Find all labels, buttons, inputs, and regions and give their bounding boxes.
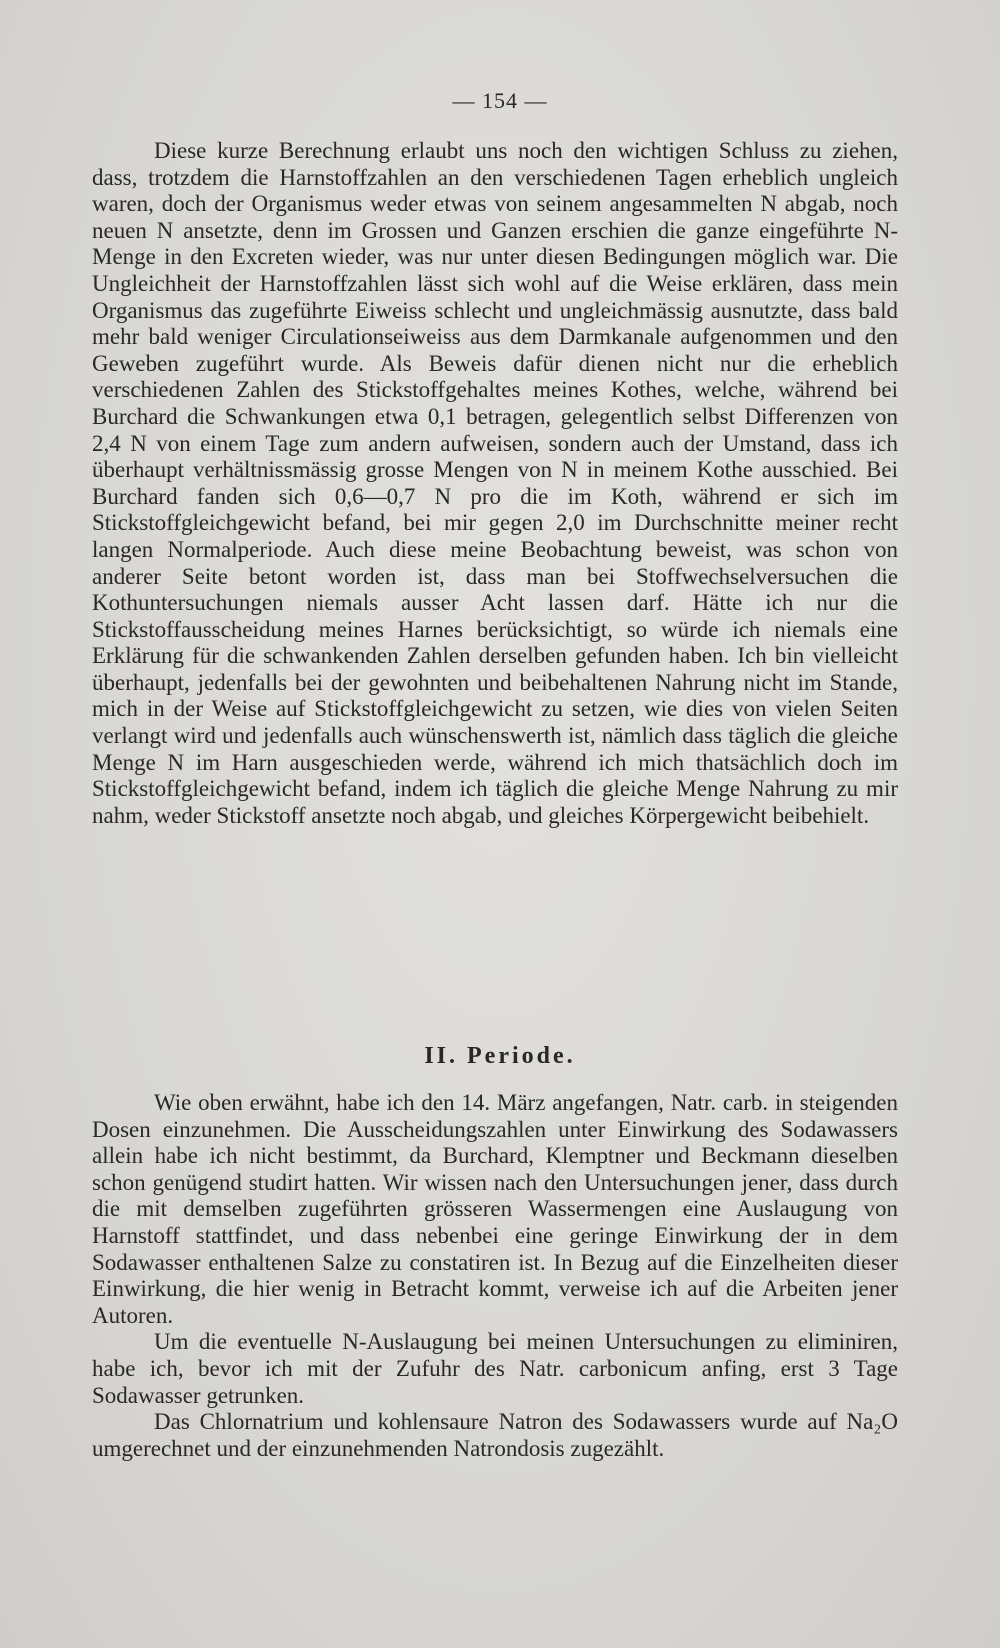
section-2 <box>92 1090 898 1462</box>
page-number: — 154 — <box>452 88 548 113</box>
section-heading: II. Periode. <box>424 1043 576 1069</box>
paragraph: Diese kurze Berechnung erlaubt uns noch den wichtigen Schluss zu ziehen, dass, trotzdem die Harnstoffzahlen an den verschiedenen Tagen erheblich ungleich waren, doch der Organismus weder etwas von seinem angesammelten N abgab, noch neuen N ansetzte, denn im Grossen und Ganzen erschien die ganze eingeführte N-Menge in den Excreten wieder, was nur unter diesen Bedingungen möglich war. Die Ungleichheit der Harnstoffzahlen lässt sich wohl auf die Weise erklären, dass mein Organismus das zugeführte Eiweiss schlecht und ungleichmässig ausnutzte, dass bald mehr bald weniger Circulationseiweiss aus dem Darmkanale aufgenommen und den Geweben zugeführt wurde. Als Beweis dafür dienen nicht nur die erheblich verschiedenen Zahlen des Stickstoffgehaltes meines Kothes, welche, während bei Burchard die Schwankungen etwa 0,1 betragen, gelegentlich selbst Differenzen von 2,4 N von einem Tage zum andern aufweisen, sondern auch der Umstand, dass ich überhaupt verhältnissmässig grosse Mengen von N in meinem Kothe ausschied. Bei Burchard fanden sich 0,6—0,7 N pro die im Koth, während er sich im Stickstoffgleichgewicht befand, bei mir gegen 2,0 im Durchschnitte meiner recht langen Normalperiode. Auch diese meine Beobachtung beweist, was schon von anderer Seite betont worden ist, dass man bei Stoffwechselversuchen die Kothuntersuchungen niemals ausser Acht lassen darf. Hätte ich nur die Stickstoffausscheidung meines Harnes berücksichtigt, so würde ich niemals eine Erklärung für die schwankenden Zahlen derselben gefunden haben. Ich bin vielleicht überhaupt, jedenfalls bei der gewohnten und beibehaltenen Nahrung nicht im Stande, mich in der Weise auf Stickstoffgleichgewicht zu setzen, wie dies von vielen Seiten verlangt wird und jedenfalls auch wünschenswerth ist, nämlich dass täglich die gleiche Menge N im Harn ausgeschieden werde, während ich mich thatsächlich doch im Stickstoffgleichgewicht befand, indem ich täglich die gleiche Menge Nahrung zu mir nahm, weder Stickstoff ansetzte noch abgab, und gleiches Körpergewicht beibehielt. <box>92 138 898 828</box>
section-1 <box>92 138 898 829</box>
paragraph: Um die eventuelle N-Auslaugung bei meinen Untersuchungen zu eliminiren, habe ich, bevor ich mit der Zufuhr des Natr. carbonicum anfing, erst 3 Tage Sodawasser getrunken. <box>92 1329 898 1408</box>
paragraph: Das Chlornatrium und kohlensaure Natron des Sodawassers wurde auf Na₂O umgerechnet und der einzunehmenden Natrondosis zugezählt. <box>92 1409 898 1461</box>
paragraph: Wie oben erwähnt, habe ich den 14. März angefangen, Natr. carb. in steigenden Dosen einzunehmen. Die Ausscheidungszahlen unter Einwirkung des Sodawassers allein habe ich nicht bestimmt, da Burchard, Klemptner und Beckmann dieselben schon genügend studirt hatten. Wir wissen nach den Untersuchungen jener, dass durch die mit demselben zugeführten grösseren Wassermengen eine Auslaugung von Harnstoff stattfindet, und dass nebenbei eine geringe Einwirkung der in dem Sodawasser enthaltenen Salze zu constatiren ist. In Bezug auf die Einzelheiten dieser Einwirkung, die hier wenig in Betracht kommt, verweise ich auf die Arbeiten jener Autoren. <box>92 1090 898 1328</box>
